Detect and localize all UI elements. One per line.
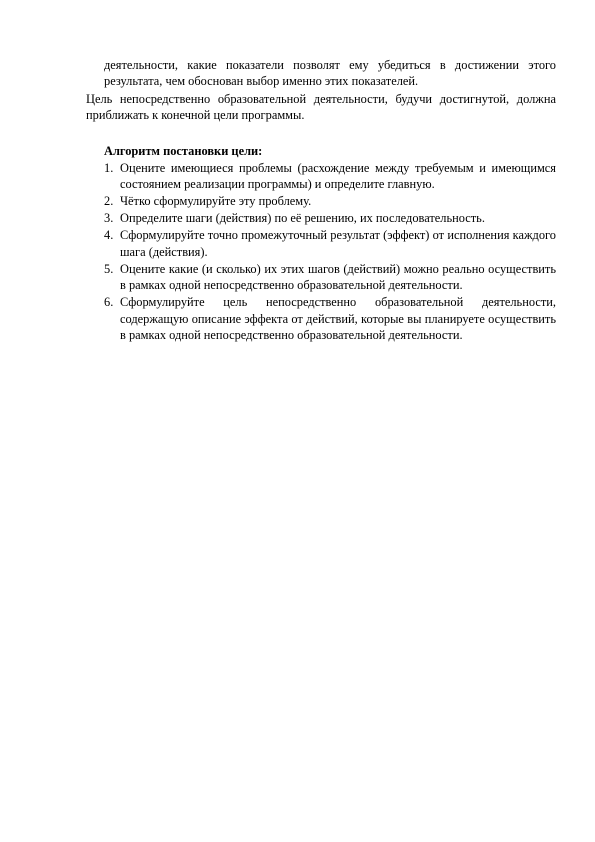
list-item-step-1 [104,160,556,193]
list-item-step-5 [104,261,556,294]
list-item-step-2 [104,193,556,209]
continuation-paragraph: деятельности, какие показатели позволят ему убедиться в достижении этого результата, чем обоснован выбор именно этих показателей. [104,58,556,89]
algorithm-heading: Алгоритм постановки цели: [104,144,263,158]
step-text: Определите шаги (действия) по её решению, их последовательность. [120,211,485,226]
step-number: 4. [104,228,114,243]
step-number: 2. [104,194,114,209]
algorithm-steps-list [104,160,556,344]
list-item-step-6 [104,294,556,343]
step-text: Оцените имеющиеся проблемы (расхождение между требуемым и имеющимся состоянием реализации программы) и определите главную. [120,161,556,192]
list-item-step-4 [104,227,556,260]
goal-paragraph: Цель непосредственно образовательной деятельности, будучи достигнутой, должна приближать к конечной цели программы. [86,92,556,123]
step-text: Оцените какие (и сколько) их этих шагов (действий) можно реально осуществить в рамках одной непосредственно образовательной деятельности. [120,261,556,293]
step-text: Сформулируйте цель непосредственно образовательной деятельности, содержащую описание эффекта от действий, которые вы планируете осуществить в рамках одной непосредственно образовательной деятельности. [120,295,556,343]
step-text: Сформулируйте точно промежуточный результат (эффект) от исполнения каждого шага (действия). [120,228,556,259]
step-text: Чётко сформулируйте эту проблему. [120,194,312,209]
step-number: 5. [104,261,114,276]
step-number: 6. [104,295,114,310]
step-number: 1. [104,161,114,175]
list-item-step-3 [104,210,556,226]
step-number: 3. [104,211,114,226]
